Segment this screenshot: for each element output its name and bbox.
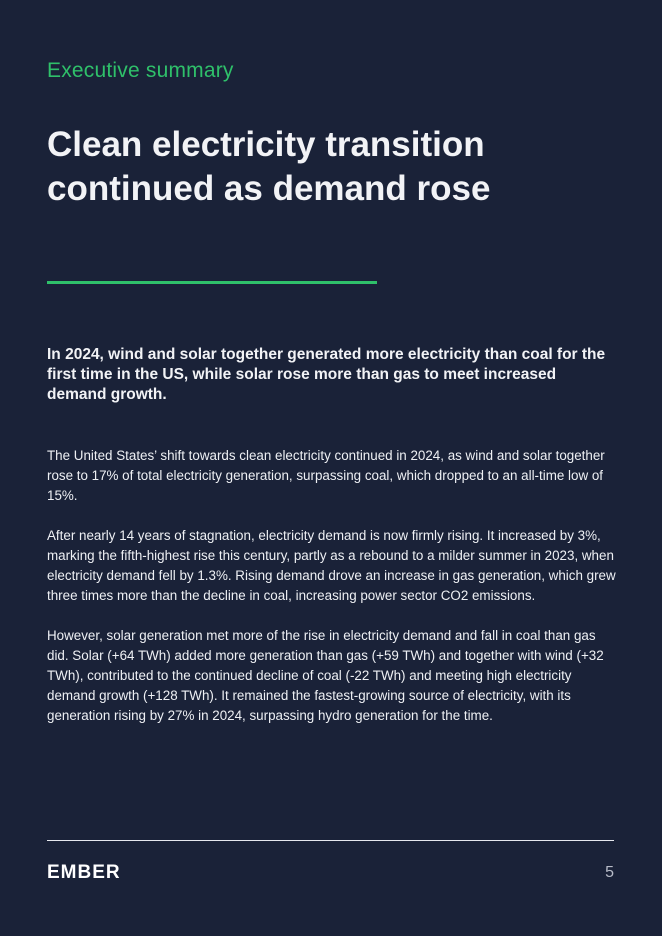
page-number: 5 <box>605 864 614 881</box>
lead-paragraph: In 2024, wind and solar together generated more electricity than coal for the first time in the US, while solar rose more than gas to meet increased demand growth. <box>47 346 606 403</box>
ember-logo <box>47 862 121 884</box>
footer-divider <box>47 840 614 841</box>
ember-logo-text: EMBER <box>47 862 121 883</box>
body-paragraph-2: After nearly 14 years of stagnation, electricity demand is now firmly rising. It increased by 3%, marking the fifth-highest rise this century, partly as a rebound to a milder summer in 2023, when electricity demand fell by 1.3%. Rising demand drove an increase in gas generation, which grew three times more than the decline in coal, increasing power sector CO2 emissions. <box>47 528 616 603</box>
body-paragraph-3: However, solar generation met more of the rise in electricity demand and fall in coal than gas did. Solar (+64 TWh) added more generation than gas (+59 TWh) and together with wind (+32 TWh), contributed to the continued decline of coal (-22 TWh) and meeting high electricity demand growth (+128 TWh). It remained the fastest-growing source of electricity, with its generation rising by 27% in 2024, surpassing hydro generation for the time. <box>47 628 604 723</box>
accent-divider <box>47 281 377 284</box>
page-title: Clean electricity transition continued as demand rose <box>47 125 491 208</box>
body-paragraph-1: The United States’ shift towards clean electricity continued in 2024, as wind and solar together rose to 17% of total electricity generation, surpassing coal, which dropped to an all-time low of 15%. <box>47 448 605 503</box>
body-text <box>47 446 617 746</box>
section-label: Executive summary <box>47 59 234 82</box>
